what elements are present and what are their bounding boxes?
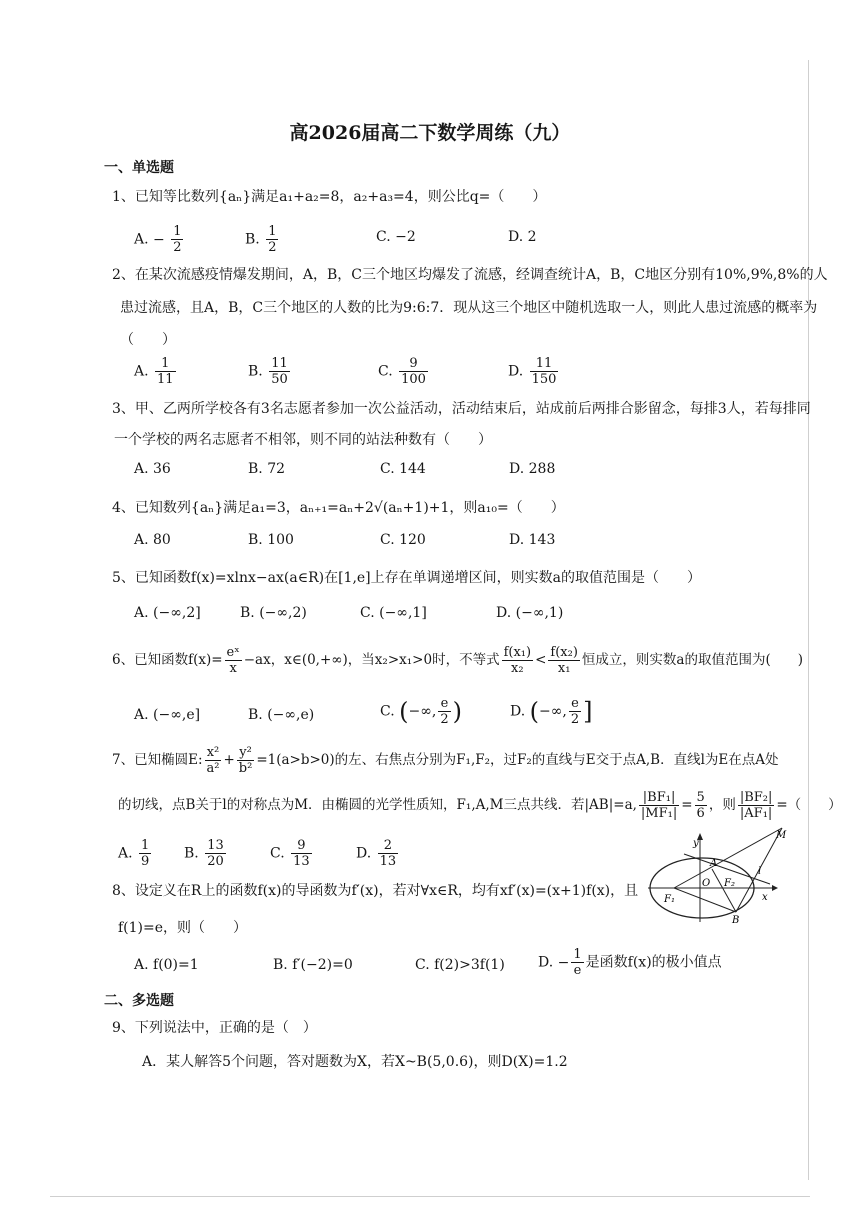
question-6-option-d: D. (−∞, $\frac{e}{2}$ ] [510, 696, 593, 727]
fraction: $\frac{1}{2}$ [268, 224, 277, 255]
question-2-line-1: 2、在某次流感疫情爆发期间，A，B，C三个地区均爆发了流感，经调查统计A，B，C地区分别有10%,9%,8%的人 [112, 267, 828, 283]
question-5-option-c: C. (−∞,1] [360, 605, 427, 621]
question-2-option-d: D. $\frac{11}{150}$ [508, 356, 557, 387]
line-ab [712, 869, 736, 912]
label-b: B [732, 915, 740, 926]
question-1-option-a: A. − $\frac{1}{2}$ [134, 224, 182, 255]
question-2-option-c: C. $\frac{9}{100}$ [378, 356, 426, 387]
fraction: $\frac{\text{|BF₁|}}{\text{|MF₁|}}$ [640, 790, 678, 821]
fraction: $\frac{1}{9}$ [141, 838, 150, 869]
fraction: $\frac{\text{f(x₂)}}{\text{x₁}}$ [550, 645, 578, 676]
fraction: $\frac{e}{2}$ [570, 696, 580, 727]
label-a: A [710, 858, 718, 869]
fraction: $\frac{9}{100}$ [401, 356, 426, 387]
question-8-line-2: f(1)=e，则（ ） [118, 920, 248, 936]
question-8-option-b: B. f′(−2)=0 [273, 957, 353, 973]
question-7-option-b: B. $\frac{13}{20}$ [184, 838, 224, 869]
line-f1-b [674, 888, 736, 912]
question-3-option-c: C. 144 [380, 461, 426, 477]
question-3-option-b: B. 72 [248, 461, 286, 477]
question-3-option-d: D. 288 [509, 461, 556, 477]
question-1-option-d: D. 2 [508, 229, 537, 245]
question-4-option-c: C. 120 [380, 532, 426, 548]
question-8-line-1: 8、设定义在R上的函数f(x)的导函数为f′(x)，若对∀x∈R，均有xf′(x)=(x+1)f(x)，且 [112, 883, 639, 899]
scan-edge-bottom [50, 1196, 810, 1197]
scan-edge-right [808, 60, 809, 1180]
fraction: $\frac{13}{20}$ [207, 838, 224, 869]
question-1-option-b: B. $\frac{1}{2}$ [245, 224, 277, 255]
fraction: $\frac{\text{eˣ}}{x}$ [226, 645, 240, 676]
fraction: $\frac{9}{13}$ [293, 838, 310, 869]
question-1-stem: 1、已知等比数列{aₙ}满足a₁+a₂=8，a₂+a₃=4，则公比q=（ ） [112, 189, 547, 205]
section-single-choice: 一、单选题 [104, 160, 174, 176]
ellipse-figure [644, 826, 787, 926]
question-7-option-d: D. $\frac{2}{13}$ [356, 838, 397, 869]
fraction: $\frac{\text{|BF₂|}}{\text{|AF₁|}}$ [739, 790, 773, 821]
question-8-option-d: D. − $\frac{1}{e}$ 是函数f(x)的极小值点 [538, 947, 722, 978]
label-x: x [762, 892, 768, 903]
fraction: $\frac{1}{2}$ [173, 224, 182, 255]
fraction: $\frac{11}{150}$ [531, 356, 557, 387]
question-2-line-3: （ ） [120, 332, 176, 348]
page-title: 高2026届高二下数学周练（九） [289, 122, 571, 144]
question-5-stem: 5、已知函数f(x)=xlnx−ax(a∈R)在[1,e]上存在单调递增区间，则实数a的取值范围是（ ） [112, 570, 701, 586]
question-7-option-a: A. $\frac{1}{9}$ [118, 838, 150, 869]
question-9-option-a: A．某人解答5个问题，答对题数为X，若X~B(5,0.6)，则D(X)=1.2 [142, 1054, 568, 1070]
question-2-option-b: B. $\frac{11}{50}$ [248, 356, 288, 387]
question-4-option-a: A. 80 [134, 532, 171, 548]
question-4-stem: 4、已知数列{aₙ}满足a₁=3，aₙ₊₁=aₙ+2√(aₙ+1)+1，则a₁₀=（ ） [112, 500, 565, 516]
question-4-option-d: D. 143 [509, 532, 556, 548]
question-6-option-b: B. (−∞,e) [248, 707, 315, 723]
question-8-option-c: C. f(2)>3f(1) [415, 957, 505, 973]
question-8-option-a: A. f(0)=1 [134, 957, 199, 973]
question-7-line-2: 的切线，点B关于l的对称点为M．由椭圆的光学性质知，F₁,A,M三点共线．若|AB|=a, $\frac{\text{|BF₁|}}{\text{|MF₁|}}$ = $\frac{5}{6}$ ，则 $\frac{\text{|BF₂|}}{\text{|AF₁|}}$ =（ ） [118, 790, 842, 821]
question-5-option-a: A. (−∞,2] [134, 605, 201, 621]
question-5-option-d: D. (−∞,1) [496, 605, 564, 621]
question-6-option-a: A. (−∞,e] [134, 707, 201, 723]
question-3-option-a: A. 36 [134, 461, 171, 477]
fraction: $\frac{\text{f(x₁)}}{\text{x₂}}$ [503, 645, 532, 676]
question-7-line-1: 7、已知椭圆E: $\frac{\text{x²}}{\text{a²}}$ + $\frac{\text{y²}}{\text{b²}}$ =1(a>b>0)的左、右焦点分别为F₁,F₂，过F₂的直线与E交于点A,B．直线l为E在点A处 [112, 745, 779, 776]
fraction: $\frac{\text{y²}}{\text{b²}}$ [238, 745, 253, 776]
fraction: $\frac{2}{13}$ [379, 838, 397, 869]
label-o: O [702, 878, 711, 889]
question-7-option-c: C. $\frac{9}{13}$ [270, 838, 310, 869]
fraction: $\frac{e}{2}$ [440, 696, 449, 727]
question-3-line-1: 3、甲、乙两所学校各有3名志愿者参加一次公益活动，活动结束后，站成前后两排合影留念，每排3人，若每排同 [112, 401, 811, 417]
question-2-option-a: A. $\frac{1}{11}$ [134, 356, 174, 387]
question-2-line-2: 患过流感，且A，B，C三个地区的人数的比为9:6:7．现从这三个地区中随机选取一人，则此人患过流感的概率为 [120, 300, 818, 316]
label-m: M [776, 830, 787, 841]
fraction: $\frac{1}{11}$ [157, 356, 174, 387]
fraction: $\frac{1}{e}$ [573, 947, 582, 978]
question-1-option-c: C. −2 [376, 229, 416, 245]
question-9-stem: 9、下列说法中，正确的是（ ） [112, 1020, 317, 1036]
label-f2: F₂ [724, 878, 735, 889]
section-multiple-choice: 二、多选题 [104, 993, 174, 1009]
question-5-option-b: B. (−∞,2) [240, 605, 307, 621]
question-6-stem: 6、已知函数f(x)= $\frac{\text{eˣ}}{x}$ −ax，x∈(0,+∞)，当x₂>x₁>0时，不等式 $\frac{\text{f(x₁)}}{\text{x₂}}$ < $\frac{\text{f(x₂)}}{\text{x₁}}$ 恒成立，则实数a的取值范围为( ) [112, 645, 803, 676]
question-6-option-c: C. (−∞, $\frac{e}{2}$ ) [380, 696, 462, 727]
label-l: l [758, 866, 762, 877]
label-y: y [693, 838, 699, 849]
fraction: $\frac{\text{x²}}{\text{a²}}$ [206, 745, 220, 776]
label-f1: F₁ [664, 894, 675, 905]
x-axis-arrow [772, 885, 778, 891]
fraction: $\frac{5}{6}$ [696, 790, 705, 821]
fraction: $\frac{11}{50}$ [271, 356, 288, 387]
question-3-line-2: 一个学校的两名志愿者不相邻，则不同的站法种数有（ ） [114, 432, 492, 448]
question-4-option-b: B. 100 [248, 532, 294, 548]
